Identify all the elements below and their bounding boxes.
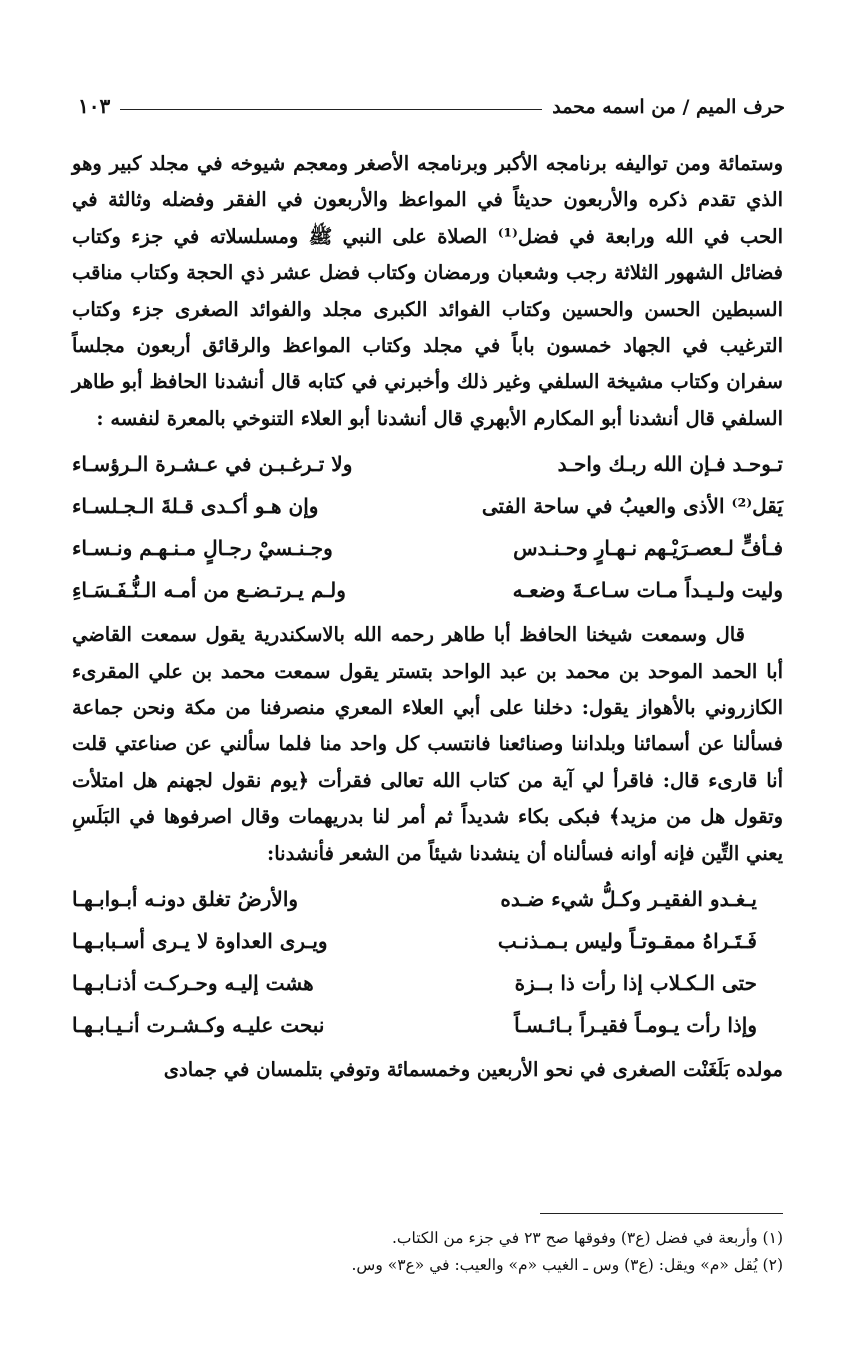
header-title: حرف الميم / من اسمه محمد <box>552 96 785 118</box>
verse-line <box>72 962 783 1004</box>
verse-right-hemistich: يَقل⁽²⁾ الأذى والعيبُ في ساحة الفتى <box>481 494 783 519</box>
verse-right-hemistich: وليت ولـيـداً مـات سـاعـةَ وضعـه <box>512 578 783 603</box>
verse-right-hemistich: حتى الـكـلاب إذا رأت ذا بــزة <box>514 970 757 995</box>
verse-line <box>72 1004 783 1046</box>
verse-left-hemistich: ويـرى العداوة لا يـرى أسـبابـهـا <box>72 928 328 953</box>
verse-left-hemistich: نبحت عليـه وكـشـرت أنـيـابـهـا <box>72 1012 325 1037</box>
verse-line <box>72 569 783 611</box>
poem-1 <box>72 443 783 611</box>
footnote-1: (١) وأربعة في فضل (ع٣) وفوقها صح ٢٣ في جزء من الكتاب. <box>392 1229 783 1247</box>
verse-line <box>72 527 783 569</box>
verse-left-hemistich: ولـم يـرتـضـع من أمـه الـنُّـفَـسَـاءِ <box>72 578 346 603</box>
paragraph-3: مولده بَلَغَنْت الصغرى في نحو الأربعين وخمسمائة وتوفي بتلمسان في جمادى <box>163 1058 783 1082</box>
verse-right-hemistich: فـأفٍّ لـعصـرَيْـهم نـهـارٍ وحـنـدس <box>513 536 783 561</box>
footnotes <box>72 1225 783 1279</box>
verse-left-hemistich: ولا تـرغـبـن في عـشـرة الـرؤسـاء <box>72 452 353 477</box>
verse-right-hemistich: يـغـدو الفقيـر وكـلُّ شيء ضـده <box>500 886 757 911</box>
paragraph-2: قال وسمعت شيخنا الحافظ أبا طاهر رحمه الله بالاسكندرية يقول سمعت القاضي أبا الحمد الموحد بن محمد بن عبد الواحد بتستر يقول سمعت محمد بن علي المقرىء الكازروني بالأهواز يقول: دخلنا على أبي العلاء المعري منصرفنا من مكة ونحن جماعة فسألنا عن أسمائنا وبلداننا وصنائعنا فانتسب كل واحد منا فلما سألني عن صناعتي قلت أنا قارىء قال: فاقرأ لي آية من كتاب الله تعالى فقرأت ﴿يوم نقول لجهنم هل امتلأت وتقول هل من مزيد﴾ فبكى بكاء شديداً ثم أمر لنا بدريهمات وقال اصرفوها في البَلَسِ يعني التِّين فإنه أوانه فسألناه أن ينشدنا شيئاً من الشعر فأنشدنا: <box>72 623 783 865</box>
verse-left-hemistich: وجـنـسيْ رجـالٍ مـنـهـم ونـسـاء <box>72 536 333 561</box>
verse-right-hemistich: وإذا رأت يـومـاً فقيـراً بـائـسـاً <box>514 1012 757 1037</box>
verse-right-hemistich: تـوحـد فـإن الله ربـك واحـد <box>557 452 783 477</box>
verse-line <box>72 443 783 485</box>
verse-left-hemistich: والأرضُ تغلق دونـه أبـوابـهـا <box>72 886 299 911</box>
verse-right-hemistich: فَـتَـراهُ ممقـوتـاً وليس بـمـذنـب <box>497 928 757 953</box>
paragraph-1: وستمائة ومن تواليفه برنامجه الأكبر وبرنامجه الأصغر ومعجم شيوخه في مجلد كبير وهو الذي تقدم ذكره والأربعون حديثاً في المواعظ والأربعون في الفقر وفضله وثالثة في الحب في الله ورابعة في فضل⁽¹⁾ الصلاة على النبي ﷺ ومسلسلاته في جزء وكتاب فضائل الشهور الثلاثة رجب وشعبان ورمضان وكتاب فضل عشر ذي الحجة وكتاب مناقب السبطين الحسن والحسين وكتاب الفوائد الكبرى مجلد والفوائد الصغرى جزء وكتاب الترغيب في الجهاد خمسون باباً في مجلد وكتاب المواعظ والرقائق أربعون مجلساً سفران وكتاب مشيخة السلفي وغير ذلك وأخبرني في كتابه قال أنشدنا الحافظ أبو طاهر السلفي قال أنشدنا أبو المكارم الأبهري قال أنشدنا أبو العلاء التنوخي بالمعرة لنفسه : <box>72 152 783 430</box>
verse-line <box>72 485 783 527</box>
verse-left-hemistich: وإن هـو أكـدى قـلةَ الـجـلسـاء <box>72 494 319 519</box>
verse-left-hemistich: هشت إليـه وحـركـت أذنـابـهـا <box>72 970 314 995</box>
page-number: ١٠٣ <box>78 94 111 118</box>
poem-2 <box>72 878 783 1046</box>
footnote-separator <box>540 1213 783 1214</box>
footnote-2: (٢) يُقل «م» ويقل: (ع٣) وس ـ الغيب «م» والعيب: في «ع٣» وس. <box>351 1256 783 1274</box>
running-header <box>78 78 785 118</box>
page-body <box>72 146 783 1089</box>
verse-line <box>72 878 783 920</box>
verse-line <box>72 920 783 962</box>
header-rule <box>120 109 542 110</box>
